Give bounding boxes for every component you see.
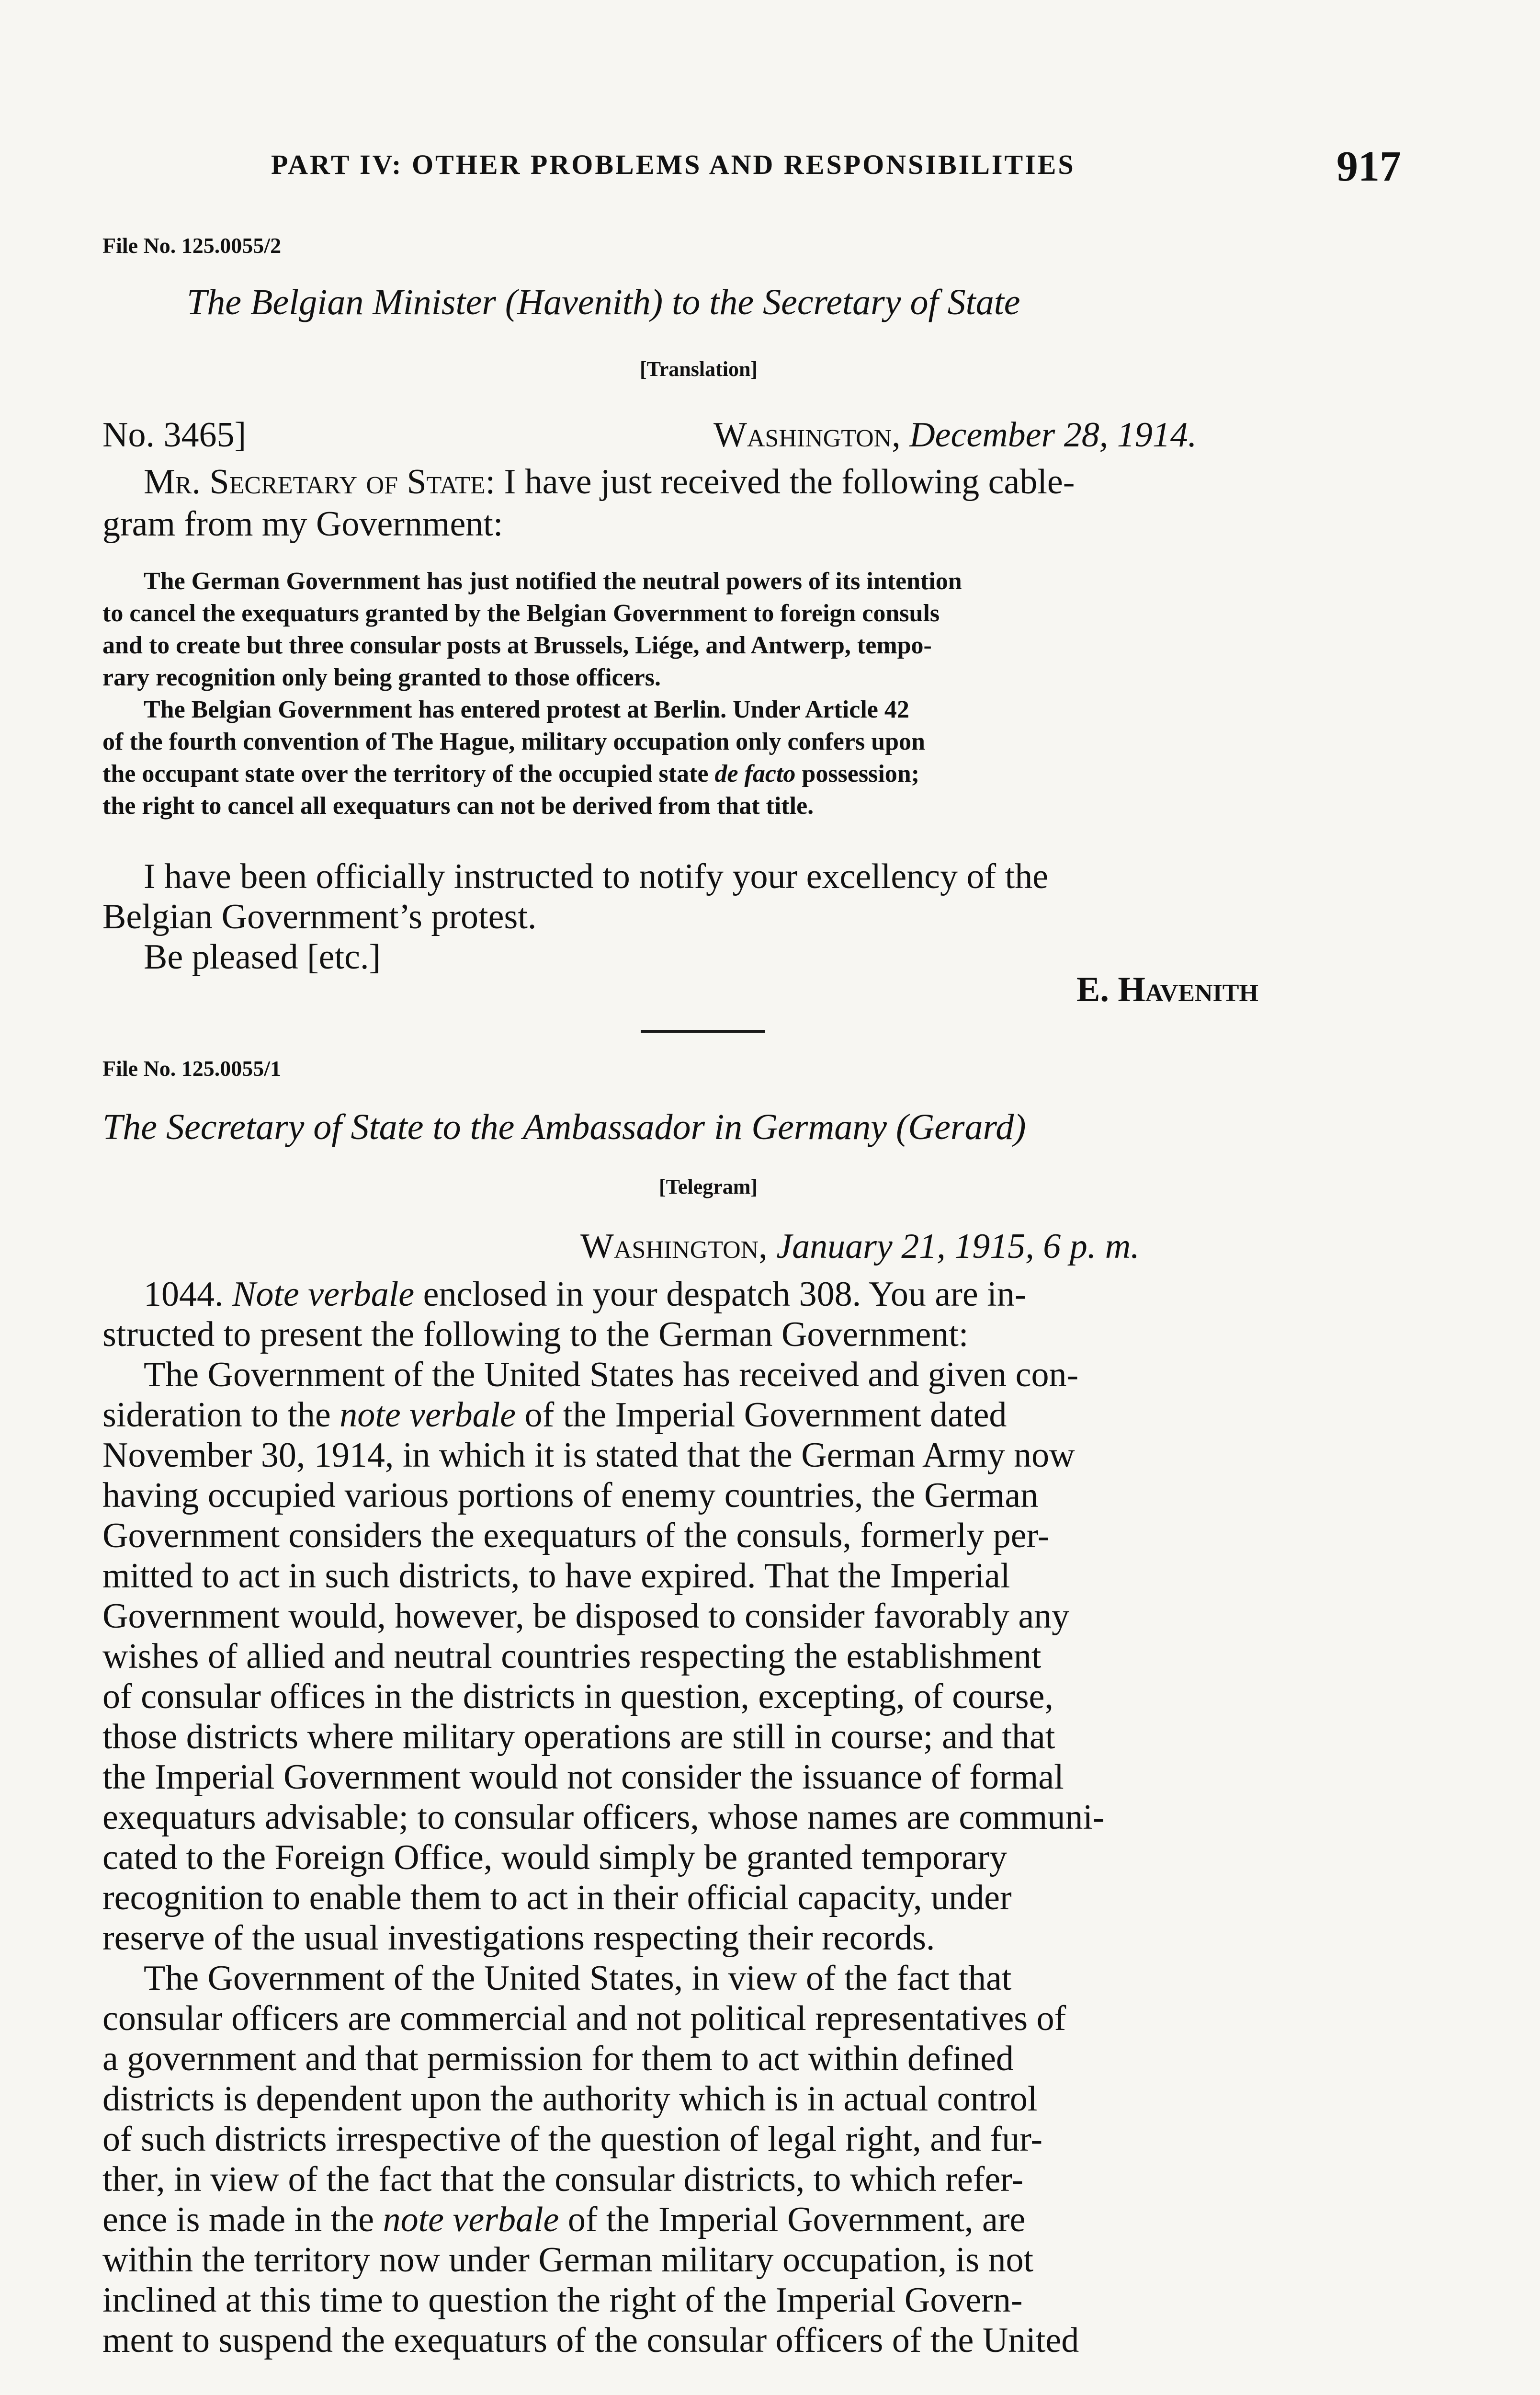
dateline-2 <box>580 1226 1140 1266</box>
closing-paragraph <box>102 856 1048 977</box>
paragraph-3-line: consular officers are commercial and not political representatives of <box>102 1999 1066 2038</box>
document-number: No. 3465] <box>102 415 247 455</box>
file-number-1: File No. 125.0055/2 <box>102 233 282 258</box>
paragraph-3-line: ther, in view of the fact that the consular districts, to which refer- <box>102 2160 1023 2199</box>
paragraph-2-text: of the Imperial Government dated <box>516 1395 1007 1435</box>
quoted-cablegram <box>102 565 962 822</box>
note-verbale-term: Note verbale <box>232 1275 415 1314</box>
running-header <box>271 144 1401 192</box>
paragraph-2-line: recognition to enable them to act in their official capacity, under <box>102 1878 1012 1917</box>
dateline-1-place: Washington, <box>713 415 901 455</box>
dateline-1 <box>713 415 1197 455</box>
paragraph-2-line: November 30, 1914, in which it is stated that the German Army now <box>102 1436 1075 1475</box>
paragraph-2-line: exequaturs advisable; to consular officers, whose names are communi- <box>102 1798 1105 1837</box>
quote-line: of the fourth convention of The Hague, military occupation only confers upon <box>102 728 925 755</box>
paragraph-2-line: the Imperial Government would not consider the issuance of formal <box>102 1757 1064 1797</box>
file-number-2: File No. 125.0055/1 <box>102 1056 282 1081</box>
paragraph-2-line: The Government of the United States has received and given con- <box>144 1355 1079 1394</box>
salutation: Mr. Secretary of State: <box>144 462 496 502</box>
quote-text-segment: the occupant state over the territory of the occupied state <box>102 760 715 787</box>
paragraph-2-line: Government considers the exequaturs of the consuls, formerly per- <box>102 1516 1050 1555</box>
paragraph-3-line: ment to suspend the exequaturs of the consular officers of the United <box>102 2321 1079 2360</box>
quote-line: The Belgian Government has entered protest at Berlin. Under Article 42 <box>144 696 909 723</box>
telegram-body <box>102 1274 1105 2361</box>
dateline-2-place: Washington, <box>580 1227 768 1266</box>
quote-line: to cancel the exequaturs granted by the Belgian Government to foreign consuls <box>102 600 940 627</box>
paragraph-3-line: within the territory now under German military occupation, is not <box>102 2240 1034 2280</box>
quote-line: the right to cancel all exequaturs can not be derived from that title. <box>102 792 814 820</box>
paragraph-2-line: mitted to act in such districts, to have expired. That the Imperial <box>102 1556 1010 1596</box>
note-verbale-term: note verbale <box>340 1395 516 1435</box>
paragraph-2-line: wishes of allied and neutral countries respecting the establishment <box>102 1637 1042 1676</box>
paragraph-3-line: districts is dependent upon the authority which is in actual control <box>102 2079 1038 2119</box>
quote-italic-segment: de facto <box>714 760 796 787</box>
dateline-2-date: January 21, 1915, 6 p. m. <box>776 1227 1140 1266</box>
page-number: 917 <box>1336 143 1401 190</box>
paragraph-2-line: reserve of the usual investigations respecting their records. <box>102 1918 935 1958</box>
section-divider <box>641 1030 765 1033</box>
translation-note: [Translation] <box>640 357 758 381</box>
dateline-1-date: December 28, 1914. <box>909 415 1197 455</box>
paragraph-3-line: a government and that permission for them to act within defined <box>102 2039 1014 2078</box>
paragraph-1-line: structed to present the following to the German Government: <box>102 1315 969 1354</box>
paragraph-2-text: sideration to the <box>102 1395 340 1435</box>
paragraph-2-line <box>102 1395 1105 1435</box>
quote-line: and to create but three consular posts at Brussels, Liége, and Antwerp, tempo- <box>102 632 932 659</box>
paragraph-3-line <box>102 2200 1105 2240</box>
header-title: PART IV: OTHER PROBLEMS AND RESPONSIBILITIES <box>271 149 1076 180</box>
heading-2: The Secretary of State to the Ambassador in Germany (Gerard) <box>102 1107 1026 1147</box>
paragraph-3-line: inclined at this time to question the right of the Imperial Govern- <box>102 2281 1023 2320</box>
paragraph-3-line: of such districts irrespective of the question of legal right, and fur- <box>102 2120 1043 2159</box>
heading-1: The Belgian Minister (Havenith) to the Secretary of State <box>187 282 1020 322</box>
opening-line-2: gram from my Government: <box>102 504 503 544</box>
quote-line: The German Government has just notified the neutral powers of its intention <box>144 568 962 595</box>
paragraph-2-line: having occupied various portions of enemy countries, the German <box>102 1476 1039 1515</box>
paragraph-3-line: The Government of the United States, in view of the fact that <box>144 1959 1012 1998</box>
paragraph-2-line: of consular offices in the districts in question, excepting, of course, <box>102 1677 1053 1716</box>
paragraph-1-text: enclosed in your despatch 308. You are in- <box>414 1275 1027 1314</box>
quote-line <box>102 758 962 790</box>
note-verbale-term: note verbale <box>383 2200 559 2239</box>
paragraph-2-line: cated to the Foreign Office, would simply be granted temporary <box>102 1838 1008 1877</box>
opening-line-1 <box>144 462 1075 502</box>
closing-line: Belgian Government’s protest. <box>102 897 537 936</box>
paragraph-3-text: of the Imperial Government, are <box>559 2200 1026 2239</box>
quote-line: rary recognition only being granted to those officers. <box>102 664 661 691</box>
telegram-number: 1044. <box>144 1275 232 1314</box>
paragraph-1-line <box>102 1274 1105 1314</box>
paragraph-2-line: Government would, however, be disposed to consider favorably any <box>102 1597 1070 1636</box>
quote-text-segment: possession; <box>795 760 920 787</box>
opening-text: I have just received the following cable- <box>504 462 1075 502</box>
signature: E. Havenith <box>1076 970 1258 1009</box>
complimentary-close: Be pleased [etc.] <box>144 937 381 977</box>
paragraph-2-line: those districts where military operations are still in course; and that <box>102 1717 1055 1756</box>
closing-line: I have been officially instructed to notify your excellency of the <box>144 857 1049 896</box>
paragraph-3-text: ence is made in the <box>102 2200 383 2239</box>
telegram-note: [Telegram] <box>659 1175 758 1198</box>
